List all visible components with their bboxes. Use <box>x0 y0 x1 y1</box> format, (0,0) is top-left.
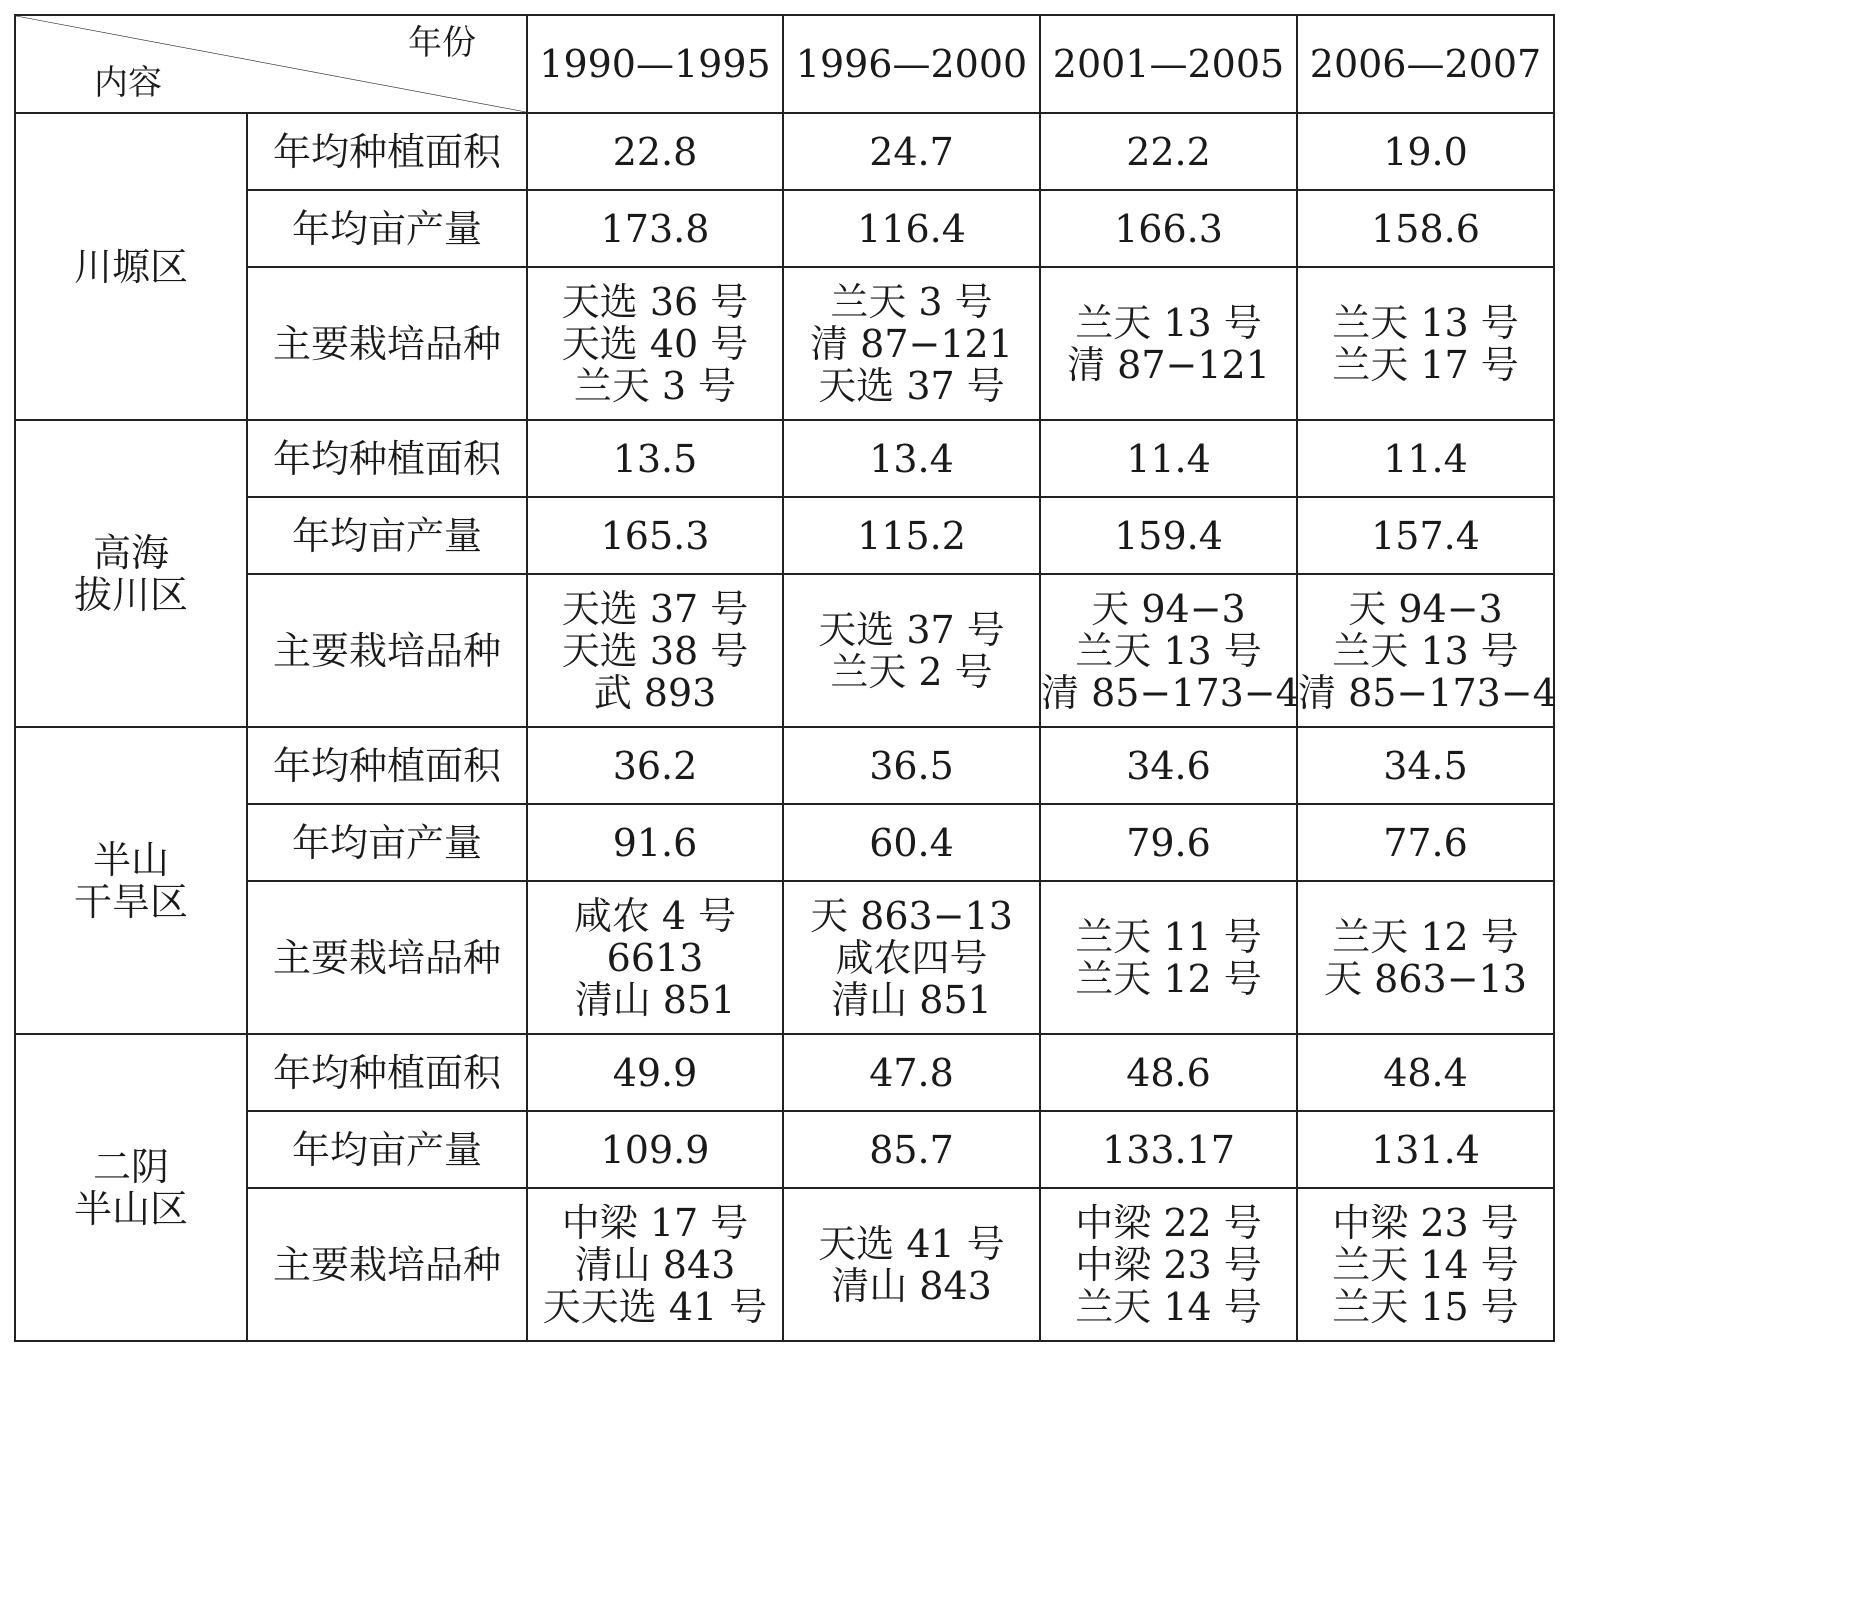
variety-name: 天 863−13 <box>1324 956 1527 1001</box>
variety-name: 天 863−13 <box>810 893 1013 938</box>
yield-value: 173.8 <box>527 190 783 267</box>
variety-name: 中梁 23 号 <box>1332 1200 1519 1245</box>
yield-value: 79.6 <box>1040 804 1297 881</box>
yield-value: 157.4 <box>1297 497 1554 574</box>
variety-name: 兰天 12 号 <box>1332 914 1519 959</box>
varieties-cell <box>783 574 1040 727</box>
yield-value: 60.4 <box>783 804 1040 881</box>
metric-label: 年均亩产量 <box>247 1111 527 1188</box>
variety-name: 咸农四号 <box>835 935 988 980</box>
content-label: 内容 <box>94 63 162 103</box>
period-header: 1996—2000 <box>783 15 1040 113</box>
variety-name: 清 85−173−4 <box>1298 670 1557 715</box>
varieties-cell <box>1040 1188 1297 1341</box>
metric-label: 年均种植面积 <box>247 727 527 804</box>
area-value: 11.4 <box>1297 420 1554 497</box>
varieties-cell <box>527 267 783 420</box>
variety-name: 兰天 3 号 <box>830 279 993 324</box>
variety-name: 清 87−121 <box>810 321 1013 366</box>
corner-header-cell <box>15 15 527 113</box>
variety-name: 天天选 41 号 <box>542 1284 768 1329</box>
region-name-line: 川塬区 <box>73 244 188 289</box>
area-value: 47.8 <box>783 1034 1040 1111</box>
table-row <box>15 113 1554 190</box>
header-row <box>15 15 1554 113</box>
metric-label: 年均种植面积 <box>247 113 527 190</box>
yield-value: 115.2 <box>783 497 1040 574</box>
variety-name: 咸农 4 号 <box>573 893 737 938</box>
variety-name: 兰天 13 号 <box>1332 300 1519 345</box>
metric-label: 主要栽培品种 <box>247 267 527 420</box>
variety-name: 天选 37 号 <box>818 363 1005 408</box>
varieties-cell <box>1297 1188 1554 1341</box>
area-value: 22.2 <box>1040 113 1297 190</box>
yield-value: 109.9 <box>527 1111 783 1188</box>
varieties-cell <box>527 574 783 727</box>
area-value: 13.4 <box>783 420 1040 497</box>
varieties-cell <box>1040 574 1300 727</box>
table-row <box>15 420 1554 497</box>
year-label: 年份 <box>408 23 476 63</box>
metric-label: 主要栽培品种 <box>247 1188 527 1341</box>
variety-name: 武 893 <box>593 670 717 715</box>
variety-name: 天 94−3 <box>1348 586 1503 631</box>
variety-name: 兰天 11 号 <box>1075 914 1262 959</box>
yield-value: 133.17 <box>1040 1111 1297 1188</box>
varieties-cell <box>1297 881 1554 1034</box>
variety-name: 中梁 22 号 <box>1075 1200 1262 1245</box>
variety-name: 兰天 2 号 <box>830 649 993 694</box>
region-name-line: 干旱区 <box>73 879 188 924</box>
metric-label: 主要栽培品种 <box>247 574 527 727</box>
variety-name: 清山 843 <box>574 1242 736 1287</box>
variety-name: 清 87−121 <box>1067 342 1270 387</box>
varieties-cell <box>1040 267 1297 420</box>
variety-name: 6613 <box>606 935 704 980</box>
varieties-cell <box>1297 574 1557 727</box>
variety-name: 兰天 15 号 <box>1332 1284 1519 1329</box>
area-value: 24.7 <box>783 113 1040 190</box>
yield-value: 85.7 <box>783 1111 1040 1188</box>
variety-name: 天选 36 号 <box>561 279 749 324</box>
area-value: 22.8 <box>527 113 783 190</box>
area-value: 19.0 <box>1297 113 1554 190</box>
area-value: 34.5 <box>1297 727 1554 804</box>
metric-label: 年均亩产量 <box>247 190 527 267</box>
area-value: 48.4 <box>1297 1034 1554 1111</box>
variety-name: 兰天 3 号 <box>573 363 737 408</box>
variety-name: 兰天 14 号 <box>1075 1284 1262 1329</box>
variety-name: 兰天 13 号 <box>1075 628 1262 673</box>
period-header: 2006—2007 <box>1297 15 1554 113</box>
period-header: 2001—2005 <box>1040 15 1297 113</box>
varieties-cell <box>783 1188 1040 1341</box>
variety-name: 天选 40 号 <box>561 321 749 366</box>
period-header: 1990—1995 <box>527 15 783 113</box>
metric-label: 年均种植面积 <box>247 1034 527 1111</box>
variety-name: 兰天 12 号 <box>1075 956 1262 1001</box>
region-cell <box>15 420 247 727</box>
region-name-line: 二阴 <box>92 1144 169 1189</box>
yield-value: 158.6 <box>1297 190 1554 267</box>
variety-name: 兰天 13 号 <box>1075 300 1262 345</box>
variety-name: 兰天 13 号 <box>1332 628 1519 673</box>
yield-value: 131.4 <box>1297 1111 1554 1188</box>
varieties-cell <box>783 267 1040 420</box>
wheat-data-table <box>14 14 1555 1342</box>
metric-label: 年均种植面积 <box>247 420 527 497</box>
yield-value: 166.3 <box>1040 190 1297 267</box>
yield-value: 116.4 <box>783 190 1040 267</box>
metric-label: 年均亩产量 <box>247 804 527 881</box>
varieties-cell <box>527 1188 783 1341</box>
variety-name: 兰天 17 号 <box>1332 342 1519 387</box>
yield-value: 159.4 <box>1040 497 1297 574</box>
region-name-line: 半山区 <box>73 1186 188 1231</box>
variety-name: 兰天 14 号 <box>1332 1242 1519 1287</box>
variety-name: 清 85−173−4 <box>1041 670 1300 715</box>
metric-label: 主要栽培品种 <box>247 881 527 1034</box>
area-value: 48.6 <box>1040 1034 1297 1111</box>
variety-name: 清山 851 <box>831 977 992 1022</box>
area-value: 13.5 <box>527 420 783 497</box>
varieties-cell <box>1040 881 1297 1034</box>
yield-value: 77.6 <box>1297 804 1554 881</box>
area-value: 34.6 <box>1040 727 1297 804</box>
area-value: 36.2 <box>527 727 783 804</box>
region-cell <box>15 113 247 420</box>
region-name-line: 拔川区 <box>73 572 188 617</box>
table-row <box>15 727 1554 804</box>
area-value: 11.4 <box>1040 420 1297 497</box>
varieties-cell <box>783 881 1040 1034</box>
variety-name: 清山 843 <box>831 1263 992 1308</box>
variety-name: 中梁 23 号 <box>1075 1242 1262 1287</box>
varieties-cell <box>527 881 783 1034</box>
yield-value: 165.3 <box>527 497 783 574</box>
variety-name: 清山 851 <box>574 977 736 1022</box>
varieties-cell <box>1297 267 1554 420</box>
area-value: 36.5 <box>783 727 1040 804</box>
region-name-line: 半山 <box>92 837 169 882</box>
region-cell <box>15 727 247 1034</box>
variety-name: 天 94−3 <box>1091 586 1246 631</box>
yield-value: 91.6 <box>527 804 783 881</box>
region-cell <box>15 1034 247 1341</box>
region-name-line: 高海 <box>92 530 169 575</box>
variety-name: 天选 37 号 <box>818 607 1005 652</box>
variety-name: 天选 41 号 <box>818 1221 1005 1266</box>
variety-name: 中梁 17 号 <box>561 1200 749 1245</box>
area-value: 49.9 <box>527 1034 783 1111</box>
metric-label: 年均亩产量 <box>247 497 527 574</box>
table-row <box>15 1034 1554 1111</box>
variety-name: 天选 38 号 <box>561 628 749 673</box>
variety-name: 天选 37 号 <box>561 586 749 631</box>
